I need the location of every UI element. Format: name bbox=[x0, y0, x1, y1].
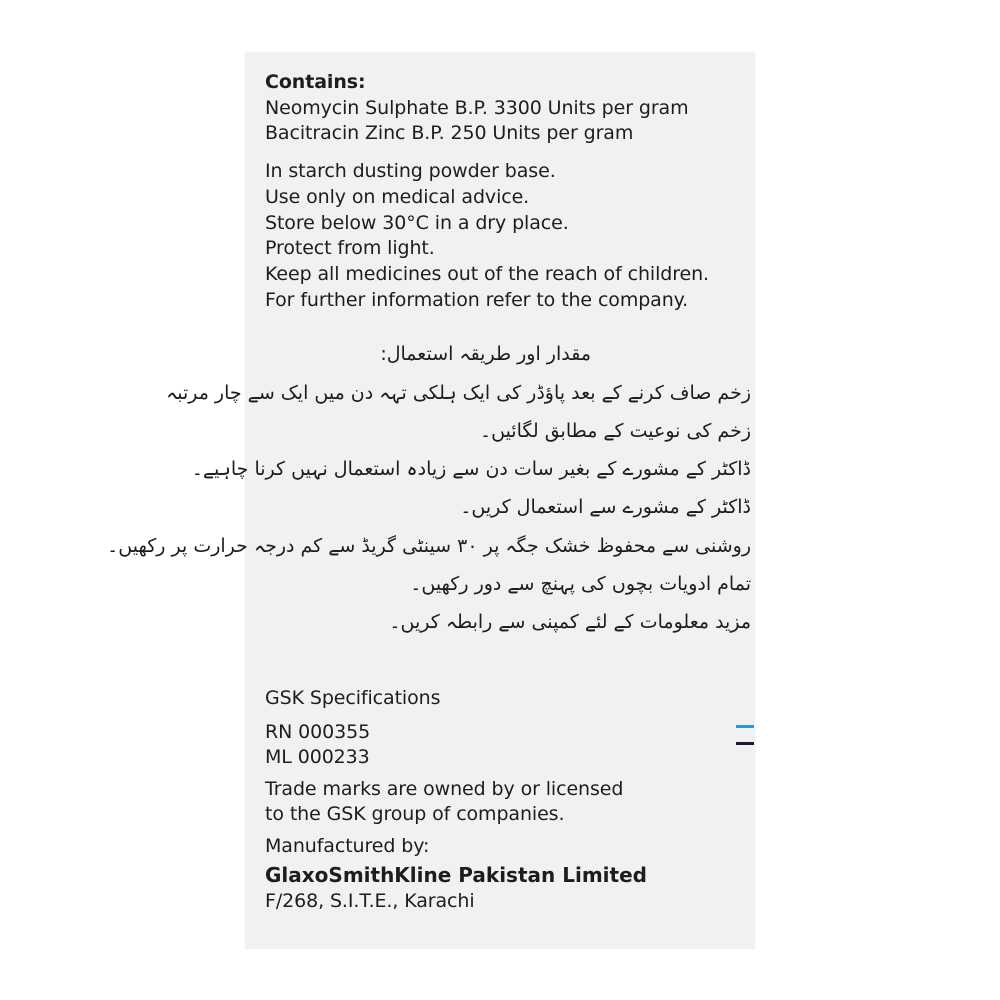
blue-mark bbox=[736, 725, 754, 728]
manufacturing-license: ML 000233 bbox=[265, 746, 370, 768]
manufacturer-address: F/268, S.I.T.E., Karachi bbox=[265, 890, 475, 912]
contains-heading: Contains: bbox=[265, 71, 366, 93]
urdu-line: زخم صاف کرنے کے بعد پاؤڈر کی ایک ہلکی تہہ دن میں ایک سے چار مرتبہ bbox=[166, 382, 751, 404]
trademark-line: Trade marks are owned by or licensed bbox=[265, 778, 624, 800]
urdu-line: مزید معلومات کے لئے کمپنی سے رابطہ کریں۔ bbox=[389, 611, 751, 633]
ingredient-bacitracin: Bacitracin Zinc B.P. 250 Units per gram bbox=[265, 122, 634, 144]
manufacturer-name: GlaxoSmithKline Pakistan Limited bbox=[265, 863, 647, 887]
urdu-line: روشنی سے محفوظ خشک جگہ پر ۳۰ سینٹی گریڈ سے کم درجہ حرارت پر رکھیں۔ bbox=[107, 535, 751, 557]
manufactured-by-label: Manufactured by: bbox=[265, 835, 430, 857]
specs-title: GSK Specifications bbox=[265, 687, 441, 709]
label-panel bbox=[107, 52, 755, 949]
urdu-line: زخم کی نوعیت کے مطابق لگائیں۔ bbox=[479, 420, 751, 442]
registration-number: RN 000355 bbox=[265, 721, 371, 743]
instruction-line: Keep all medicines out of the reach of children. bbox=[265, 263, 709, 285]
dark-mark bbox=[736, 742, 754, 745]
urdu-line: تمام ادویات بچوں کی پہنچ سے دور رکھیں۔ bbox=[410, 573, 751, 595]
instruction-line: For further information refer to the company. bbox=[265, 289, 689, 311]
trademark-line: to the GSK group of companies. bbox=[265, 803, 565, 825]
urdu-line: ڈاکٹر کے مشورے سے استعمال کریں۔ bbox=[460, 496, 751, 518]
urdu-heading: مقدار اور طریقہ استعمال: bbox=[380, 343, 591, 365]
instruction-line: Use only on medical advice. bbox=[265, 186, 530, 208]
urdu-line: ڈاکٹر کے مشورے کے بغیر سات دن سے زیادہ استعمال نہیں کرنا چاہیے۔ bbox=[191, 458, 751, 480]
instruction-line: Store below 30°C in a dry place. bbox=[265, 212, 569, 234]
instruction-line: Protect from light. bbox=[265, 237, 435, 259]
ingredient-neomycin: Neomycin Sulphate B.P. 3300 Units per gram bbox=[265, 97, 689, 119]
instruction-line: In starch dusting powder base. bbox=[265, 160, 556, 182]
